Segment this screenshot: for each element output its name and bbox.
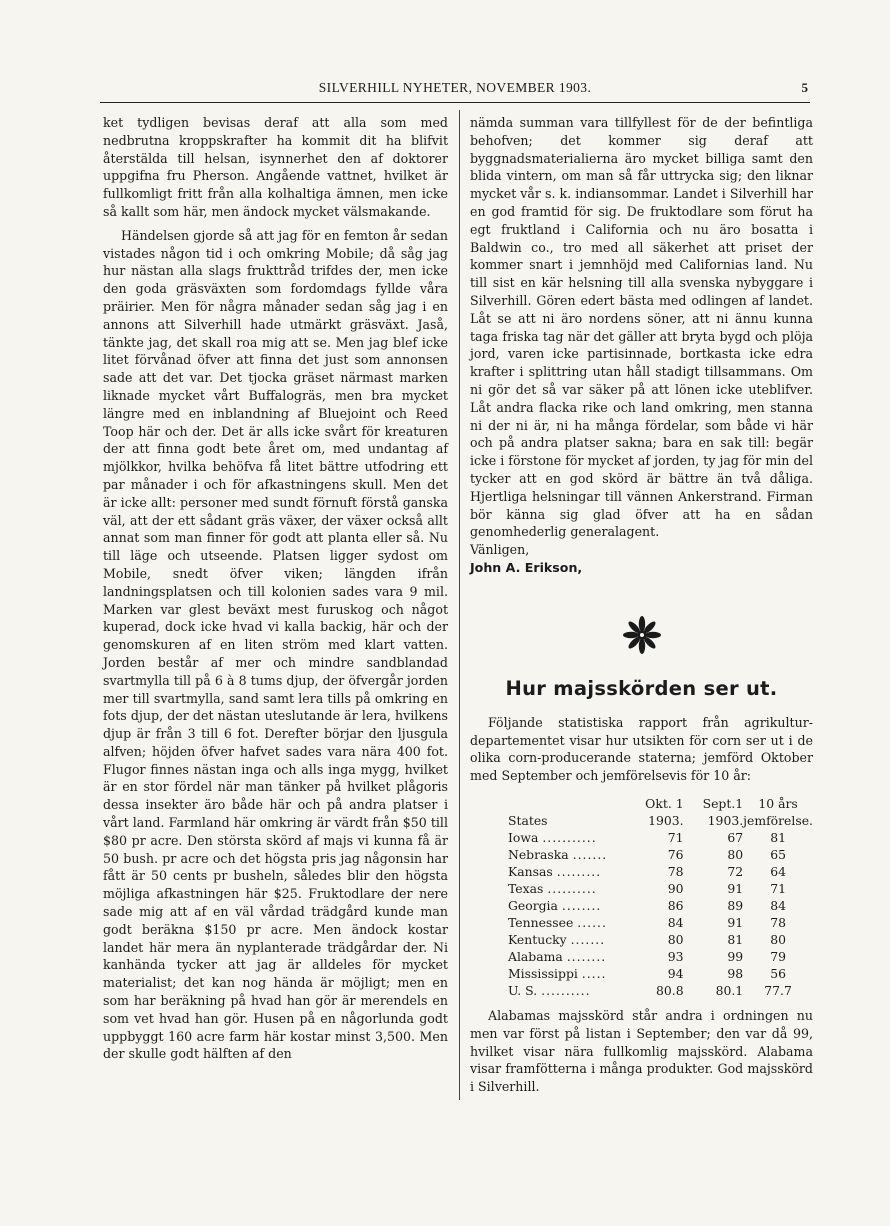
running-title: SILVERHILL NYHETER, NOVEMBER 1903.: [318, 80, 592, 95]
table-header-cell: Sept.1: [702, 795, 744, 811]
okt-value: 90: [667, 880, 684, 896]
floral-ornament-icon: [622, 615, 662, 655]
table-header-row: [508, 812, 813, 829]
table-header-cell: 1903.: [648, 812, 684, 828]
sept-value: 67: [727, 829, 744, 845]
leader-dots: .......: [572, 846, 608, 862]
table-header-cell: States: [508, 812, 548, 828]
letter-salutation: Vänligen,: [470, 542, 530, 558]
table-row: [508, 982, 813, 999]
okt-value: 71: [667, 829, 684, 845]
table-header-cell: jemförelse.: [743, 812, 813, 828]
okt-value: 80: [667, 931, 684, 947]
corn-statistics-table: [508, 795, 813, 999]
ten-year-value: 79: [770, 948, 786, 964]
left-paragraph-1: ket tydligen bevisas deraf att alla som med nedbrutna kroppskrafter ha kommit dit ha blifvit återstälda till helsan, isynnerhet den af doktorer uppgifna fru Pherson. Angående vattnet, hvilket är fullkomligt fritt från alla kolhaltiga ämnen, men icke så kallt som här, men ändock mycket välsmakande.: [103, 115, 448, 219]
state-name: U. S.: [508, 982, 538, 998]
state-name: Iowa: [508, 829, 539, 845]
okt-value: 78: [667, 863, 684, 879]
okt-value: 80.8: [655, 982, 684, 998]
ten-year-value: 65: [770, 846, 786, 862]
table-row: [508, 829, 813, 846]
table-row: [508, 846, 813, 863]
page-number: 5: [801, 80, 808, 95]
leader-dots: ...........: [542, 829, 597, 845]
ten-year-value: 81: [770, 829, 786, 845]
table-header-cell: 10 års: [758, 795, 798, 811]
okt-value: 94: [667, 965, 684, 981]
state-name: Kentucky: [508, 931, 567, 947]
sept-value: 89: [727, 897, 744, 913]
table-row: [508, 880, 813, 897]
state-name: Georgia: [508, 897, 558, 913]
state-name: Texas: [508, 880, 544, 896]
letter-continuation: nämda summan vara tillfyllest för de der befintliga behofven; det kommer sig deraf att byggnadsmaterialierna äro mycket billiga samt den blida vintern, om man så får uttrycka sig; den liknar mycket vår s. k. indiansommar. Landet i Silverhill har en god framtid för sig. De fruktodlare som förut ha egt fruktland i California och nu äro bosatta i Baldwin co., tro med all säkerhet att priset der kommer snart i jemnhöjd med Californias land. Nu till sist en kär helsning till alla svenska nybyggare i Silverhill. Gören edert bästa med odlingen af landet. Låt se att ni äro nordens söner, att ni ännu kunna taga friska tag när det gäller att bryta bygd och plöja jord, varen icke partisinnade, bortkasta icke edra krafter i splittring utan håll stadigt tillsammans. Om ni gör det så var säker på att lönen icke uteblifver. Låt andra flacka rike och land omkring, men stanna ni der ni är, ni ha många fördelar, som både vi här och på andra platser sakna; bara en sak till: begär icke i förstone för mycket af jorden, ty jag för min del tycker att en god skörd är bättre än två dåliga. Hjertliga helsningar till vännen Ankerstrand. Firman bör känna sig glad öfver att ha en sådan genomhederlig generalagent.: [470, 115, 813, 540]
left-column: [103, 114, 448, 1063]
article-intro: Följande statistiska rapport från agrikultur-departementet visar hur utsikten för corn ser ut i de olika corn-producerande staterna; jemförd Oktober med September och jemförelsevis för 10 år:: [470, 714, 813, 784]
leader-dots: .......: [570, 931, 606, 947]
ten-year-value: 71: [770, 880, 786, 896]
state-name: Nebraska: [508, 846, 569, 862]
table-header-cell: 1903.: [707, 812, 744, 828]
running-head: [100, 80, 810, 103]
table-row: [508, 914, 813, 931]
table-header-cell: Okt. 1: [645, 795, 684, 811]
state-name: Tennessee: [508, 914, 574, 930]
column-divider: [459, 110, 460, 1100]
article-conclusion: Alabamas majsskörd står andra i ordningen nu men var först på listan i September; den var då 99, hvilket visar nära fullkomlig majsskörd. Alabama visar framfötterna i många produkter. God majsskörd i Silverhill.: [470, 1007, 813, 1095]
leader-dots: .....: [581, 965, 607, 981]
sept-value: 80.1: [715, 982, 744, 998]
ten-year-value: 64: [770, 863, 786, 879]
state-name: Kansas: [508, 863, 553, 879]
state-name: Alabama: [508, 948, 563, 964]
table-row: [508, 948, 813, 965]
okt-value: 84: [667, 914, 684, 930]
table-row: [508, 931, 813, 948]
table-row: [508, 965, 813, 982]
leader-dots: ..........: [547, 880, 597, 896]
table-header-cell: [508, 795, 645, 812]
sept-value: 80: [727, 846, 744, 862]
leader-dots: ........: [566, 948, 607, 964]
table-row: [508, 897, 813, 914]
ten-year-value: 56: [770, 965, 786, 981]
sept-value: 81: [727, 931, 744, 947]
sept-value: 72: [727, 863, 744, 879]
left-paragraph-2: Händelsen gjorde så att jag för en femton år sedan vistades någon tid i och omkring Mobile; då såg jag hur nästan alla slags frukttråd trifdes der, men icke den goda gräsväxten som fordomdags fyllde våra präirier. Men för några månader sedan såg jag i en annons att Silverhill hade utmärkt gräsväxt. Jaså, tänkte jag, det skall roa mig att se. Men jag blef icke litet förvånad öfver att finna det just som annonsen sade att det var. Det tjocka gräset närmast marken liknade mycket vårt Buffalogräs, men bra mycket längre med en inblandning af Bluejoint och Reed Toop här och der. Det är alls icke svårt för kreaturen der att finna godt bete året om, med undantag af mjölkkor, hvilka behöfva få litet bättre utfodring ett par månader i och för afkastningens skull. Men det är icke allt: personer med sundt förnuft förstå ganska väl, att der ett sådant gräs växer, der växer också allt annat som man finner för godt att planta eller så. Nu till läge och utseende. Platsen ligger sydost om Mobile, snedt öfver viken; längden ifrån landningsplatsen och till kolonien sades vara 9 mil. Marken var glest beväxt mest furuskog och något kuperad, dock icke hvad vi kalla backig, här och der genomskuren af en liten ström med klart vatten. Jorden består af mer och mindre sandblandad svartmylla till på 6 à 8 tums djup, der öfvergår jorden mer till svartmylla, sand samt lera tills på omkring en fots djup, der det nästan uteslutande är lera, hvilkens djup är från 3 till 6 fot. Derefter börjar den ljusgula alfven; höjden öfver hafvet sades vara nära 400 fot. Flugor finnes nästan inga och alls inga mygg, hvilket är en stor fördel när man tänker på hvilket plågoris dessa insekter äro både här och på andra platser i vårt land. Farmland här omkring är värdt från $50 till $80 pr acre. Den största skörd af majs vi kunna få är 50 bush. pr acre och det högsta pris jag någonsin har fått är 50 cents pr busheln, således blir den högsta möjliga afkastningen här $25. Fruktodlare der nere sade mig att af en väl vårdad trädgård kunde man godt beräkna $150 pr acre. Men ändock kostar landet här mera än nyplanterade trädgårdar der. Ni kanhända tycker att jag är alldeles för mycket materialist; det kan nog hända är möjligt; men en som har beräkning på hvad han gör är merendels en som vet hvad han gör. Husen på en någorlunda godt uppbyggt 160 acre farm här kostar minst 3,500. Men der skulle godt hälften af den: [103, 227, 448, 1062]
okt-value: 86: [667, 897, 684, 913]
okt-value: 93: [667, 948, 684, 964]
sept-value: 91: [727, 880, 744, 896]
leader-dots: ......: [577, 914, 607, 930]
sept-value: 91: [727, 914, 744, 930]
leader-dots: .........: [556, 863, 602, 879]
sept-value: 99: [727, 948, 744, 964]
ten-year-value: 77.7: [764, 982, 792, 998]
ten-year-value: 78: [770, 914, 786, 930]
state-name: Mississippi: [508, 965, 578, 981]
leader-dots: ..........: [541, 982, 591, 998]
okt-value: 76: [667, 846, 684, 862]
leader-dots: ........: [561, 897, 602, 913]
ten-year-value: 80: [770, 931, 786, 947]
table-header-row: [508, 795, 813, 812]
letter-signature: John A. Erikson,: [470, 559, 583, 575]
right-column: [470, 114, 813, 1096]
article-headline: Hur majsskörden ser ut.: [505, 676, 778, 700]
ten-year-value: 84: [770, 897, 786, 913]
table-row: [508, 863, 813, 880]
sept-value: 98: [727, 965, 744, 981]
